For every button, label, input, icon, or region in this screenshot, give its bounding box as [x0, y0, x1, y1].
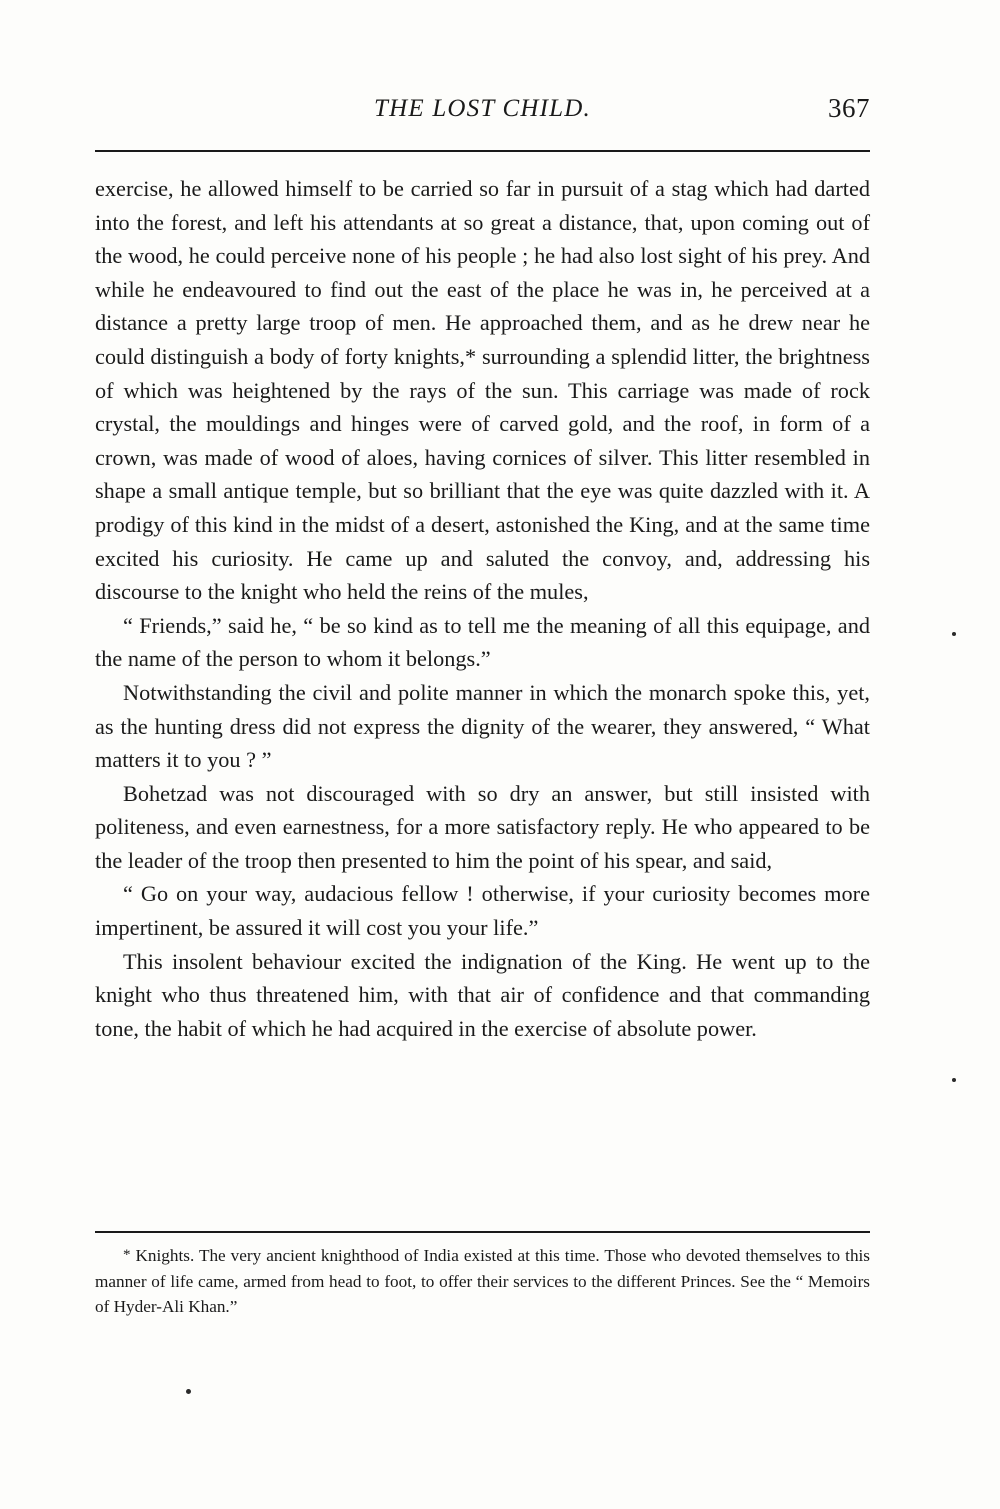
page-header [95, 95, 870, 141]
header-rule [95, 150, 870, 152]
paragraph: “ Friends,” said he, “ be so kind as to tell me the meaning of all this equipage, and the name of the person to whom it belongs.” [95, 612, 870, 672]
paragraph: exercise, he allowed himself to be carried so far in pursuit of a stag which had darted into the forest, and left his attendants at so great a distance, that, upon coming out of the wood, he could perceive none of his people ; he had also lost sight of his prey. And while he endeavoured to find out the east of the place he was in, he perceived at a distance a pretty large troop of men. He approached them, and as he drew near he could distinguish a body of forty knights,* surrounding a splendid litter, the brightness of which was heightened by the rays of the sun. This carriage was made of rock crystal, the mouldings and hinges were of carved gold, and the roof, in form of a crown, was made of wood of aloes, having cornices of silver. This litter resembled in shape a small antique temple, but so brilliant that the eye was quite dazzled with it. A prodigy of this kind in the midst of a desert, astonished the King, and at the same time excited his curiosity. He came up and saluted the convoy, and, addressing his discourse to the knight who held the reins of the mules, [95, 176, 870, 605]
paragraph: This insolent behaviour excited the indignation of the King. He went up to the knight who thus threatened him, with that air of confidence and that commanding tone, the habit of which he had acquired in the exercise of absolute power. [95, 948, 870, 1041]
running-title: THE LOST CHILD. [374, 95, 591, 122]
footnote-text: Knights. The very ancient knighthood of India existed at this time. Those who devoted themselves to this manner of life came, armed from head to foot, to offer their services to the different Princes. See the “ Memoirs of Hyder-Ali Khan.” [95, 1246, 870, 1316]
page-number: 367 [828, 93, 870, 123]
page-speck [952, 632, 956, 636]
footnote-paragraph [95, 1243, 870, 1320]
footnote-rule [95, 1231, 870, 1233]
paragraph: Bohetzad was not discouraged with so dry an answer, but still insisted with politeness, and even earnestness, for a more satisfactory reply. He who appeared to be the leader of the troop then presented to him the point of his spear, and said, [95, 780, 870, 873]
paragraph: Notwithstanding the civil and polite manner in which the monarch spoke this, yet, as the hunting dress did not express the dignity of the wearer, they answered, “ What matters it to you ? ” [95, 679, 870, 773]
page-speck [186, 1389, 191, 1394]
footnote-marker: * [123, 1247, 131, 1263]
footnote [95, 1243, 870, 1320]
body-text [95, 172, 870, 1045]
paragraph: “ Go on your way, audacious fellow ! otherwise, if your curiosity becomes more impertinent, be assured it will cost you your life.” [95, 881, 870, 941]
page-speck [952, 1078, 956, 1082]
